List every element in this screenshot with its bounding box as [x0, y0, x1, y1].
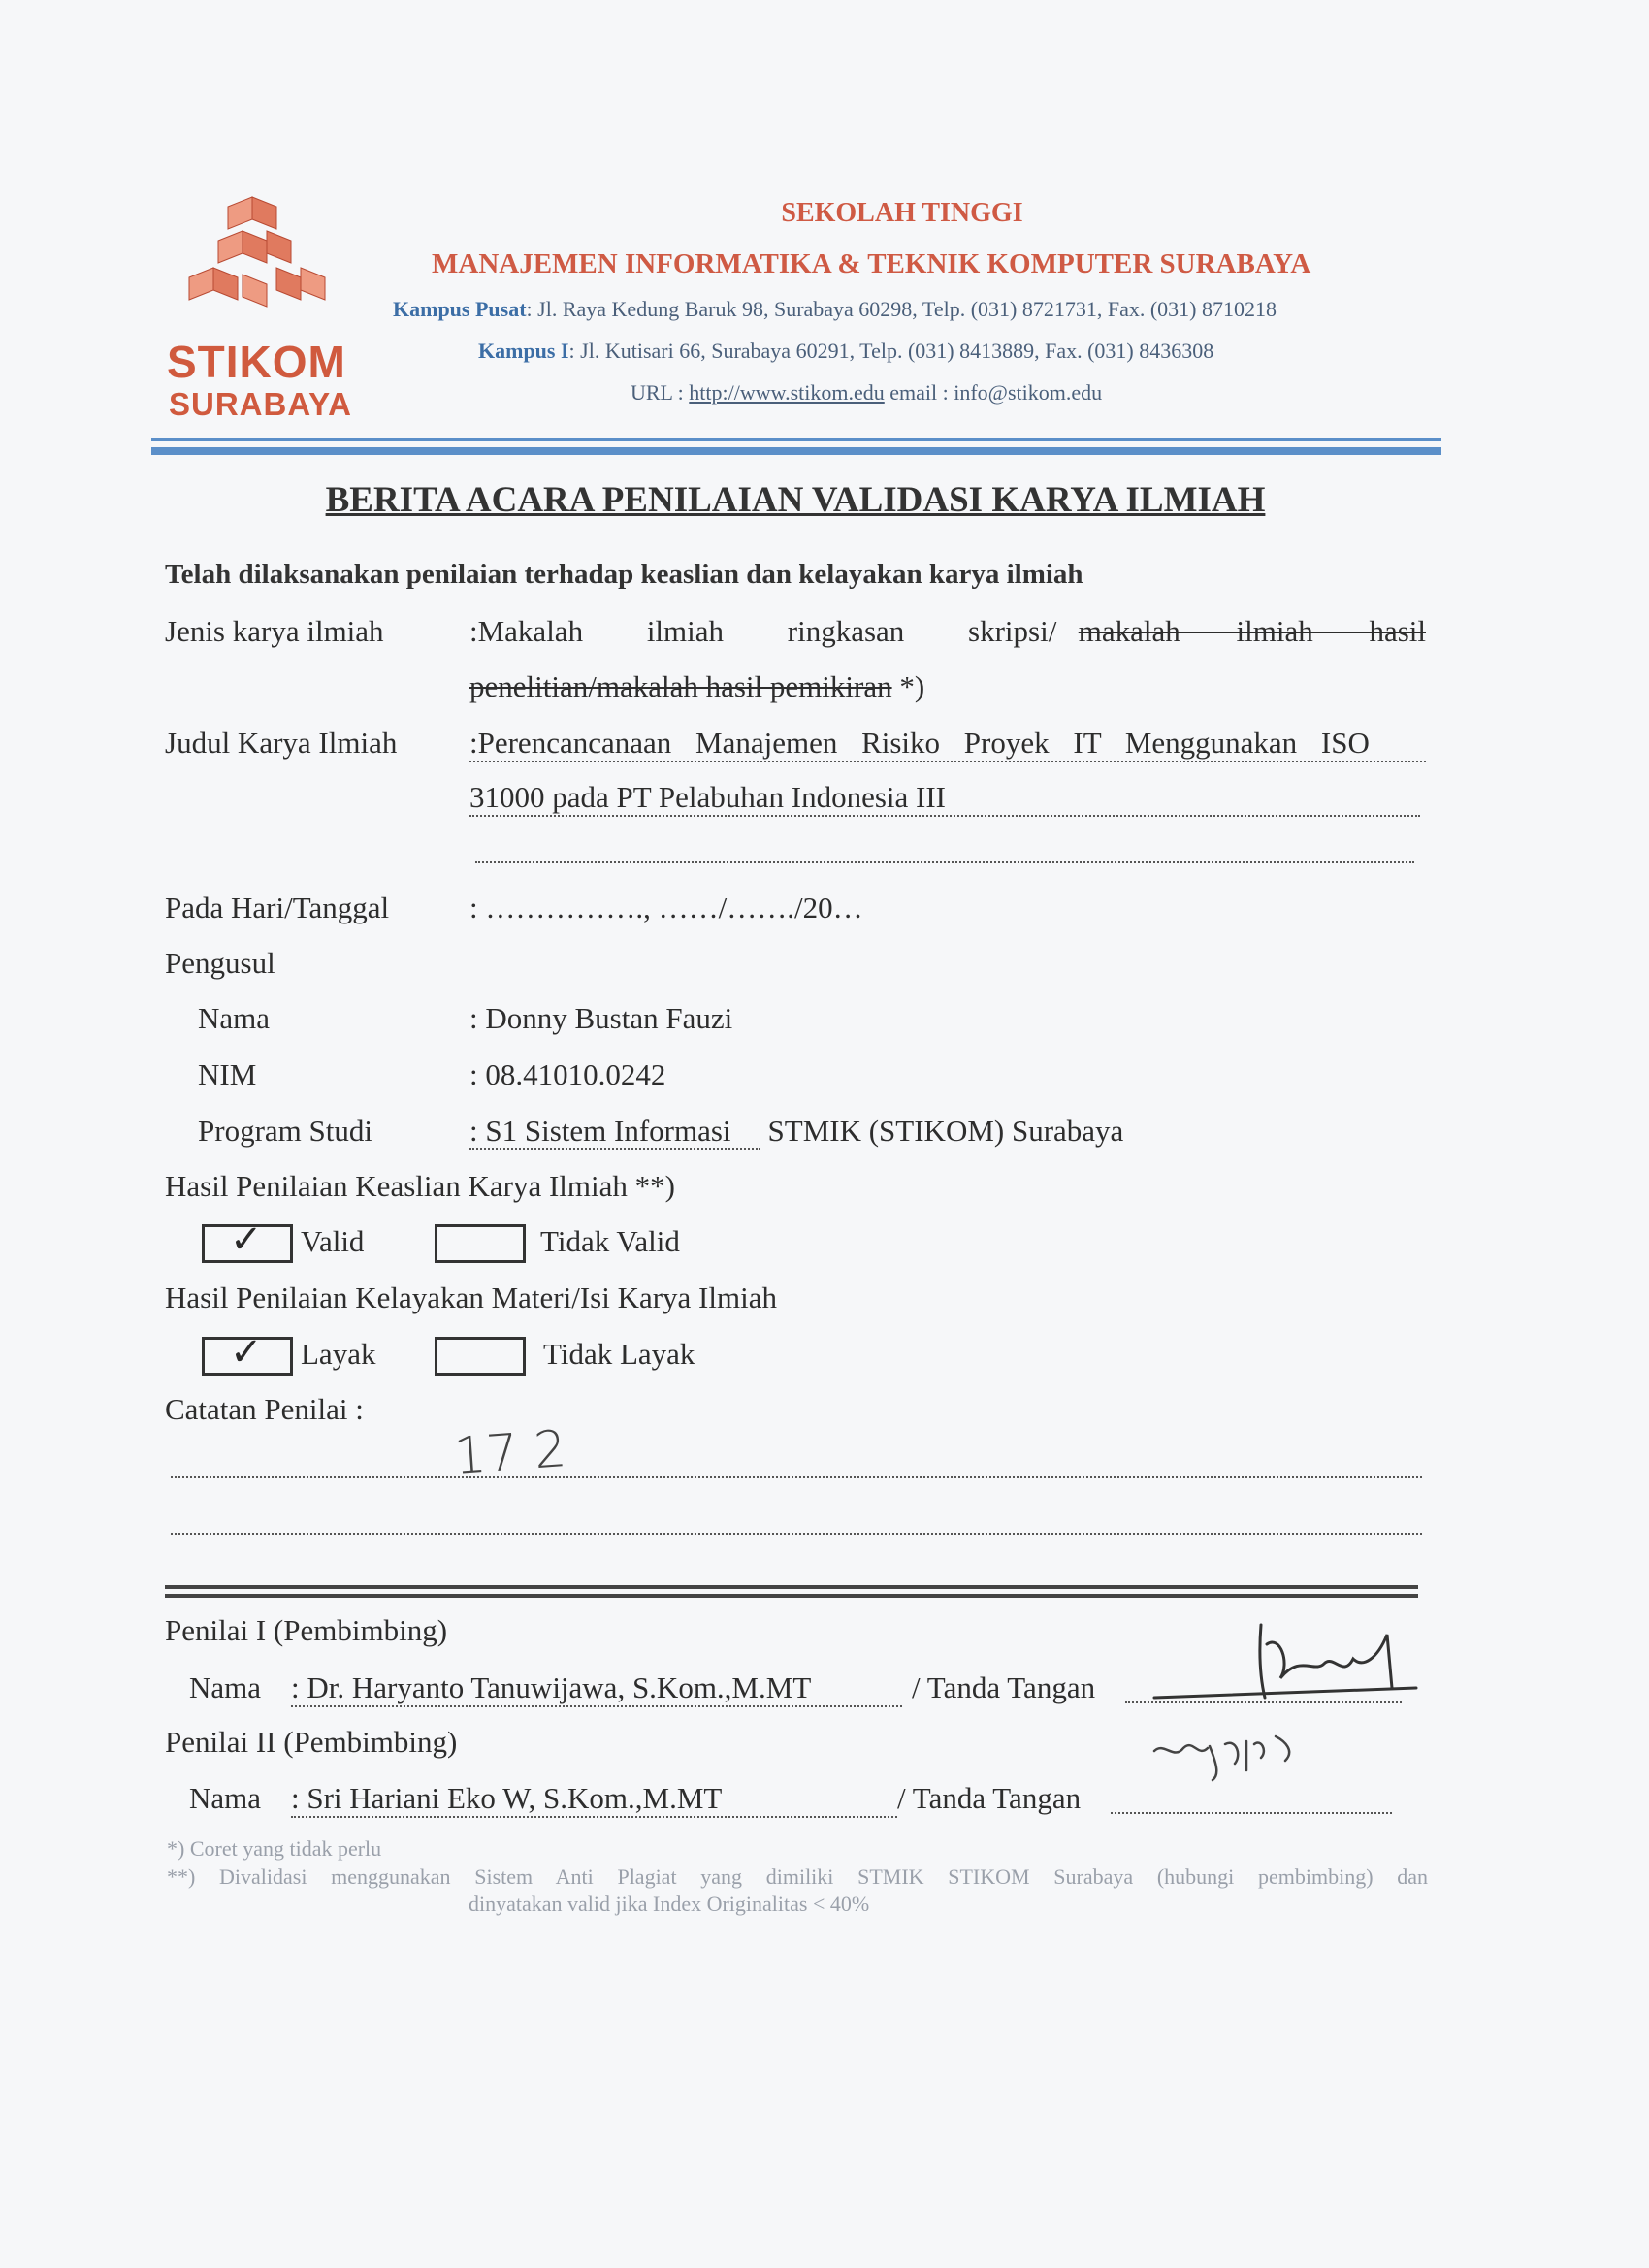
header-rule-thin: [151, 438, 1441, 441]
layak-label: Layak: [301, 1337, 376, 1371]
penilai1-nama-value: : Dr. Haryanto Tanuwijawa, S.Kom.,M.MT: [291, 1670, 902, 1707]
intro-text: Telah dilaksanakan penilaian terhadap keaslian dan kelayakan karya ilmiah: [165, 559, 1083, 590]
keaslian-heading: Hasil Penilaian Keaslian Karya Ilmiah **): [165, 1169, 675, 1203]
nama-value: : Donny Bustan Fauzi: [469, 1001, 733, 1035]
prodi-line: [469, 1114, 1123, 1149]
nim-label: NIM: [198, 1057, 257, 1091]
tidak-layak-checkbox[interactable]: [435, 1337, 526, 1376]
note-plagiat-line1: **) Divalidasi menggunakan Sistem Anti Plagiat yang dimiliki STMIK STIKOM Surabaya (hubungi pembimbing) dan: [167, 1864, 1428, 1889]
institution-line1: SEKOLAH TINGGI: [781, 198, 1023, 228]
penilai1-signature-icon: [1145, 1605, 1436, 1712]
email-text: email : info@stikom.edu: [884, 380, 1103, 405]
check-mark-icon: ✓: [230, 1330, 263, 1375]
nama-label: Nama: [198, 1001, 271, 1035]
tanggal-label: Pada Hari/Tanggal: [165, 891, 390, 924]
valid-label: Valid: [301, 1224, 365, 1258]
tidak-layak-label: Tidak Layak: [543, 1337, 695, 1371]
catatan-line1: [171, 1467, 1422, 1478]
jenis-value-kept: :Makalah ilmiah ringkasan skripsi/: [469, 614, 1057, 648]
judul-value-line1: :Perencancanaan Manajemen Risiko Proyek IT Menggunakan ISO: [469, 726, 1426, 762]
layak-checkbox[interactable]: [202, 1330, 293, 1376]
campus-one-line: [478, 339, 1213, 364]
kelayakan-heading: Hasil Penilaian Kelayakan Materi/Isi Karya Ilmiah: [165, 1280, 777, 1314]
catatan-handwritten: 17 2: [452, 1420, 568, 1486]
catatan-line2: [171, 1523, 1422, 1535]
jenis-value-line2: [469, 669, 924, 704]
judul-label: Judul Karya Ilmiah: [165, 726, 398, 760]
tidak-valid-label: Tidak Valid: [540, 1224, 680, 1258]
prodi-label: Program Studi: [198, 1114, 372, 1148]
penilai2-nama-label: Nama: [189, 1781, 262, 1815]
tidak-valid-checkbox[interactable]: [435, 1224, 526, 1263]
judul-blank-line: [475, 852, 1414, 863]
logo-text-stikom: STIKOM: [167, 337, 346, 387]
pengusul-label: Pengusul: [165, 946, 275, 980]
document-title: BERITA ACARA PENILAIAN VALIDASI KARYA ILMIAH: [325, 480, 1266, 520]
section-rule-bottom: [165, 1594, 1418, 1598]
catatan-label: Catatan Penilai :: [165, 1392, 364, 1426]
jenis-suffix: *): [891, 669, 925, 703]
penilai2-heading: Penilai II (Pembimbing): [165, 1725, 458, 1759]
penilai2-signature-icon: [1149, 1727, 1324, 1785]
prodi-value: : S1 Sistem Informasi: [469, 1114, 760, 1150]
penilai2-nama-value: : Sri Hariani Eko W, S.Kom.,M.MT: [291, 1781, 897, 1818]
tanggal-value: : ……………., ……/……./20…: [469, 891, 863, 924]
valid-checkbox[interactable]: [202, 1217, 293, 1263]
campus-one-label: Kampus I: [478, 339, 569, 363]
penilai1-nama-label: Nama: [189, 1670, 262, 1704]
campus-main-line: [393, 297, 1277, 322]
nim-value: : 08.41010.0242: [469, 1057, 666, 1091]
url-line: [630, 380, 1102, 405]
penilai1-ttd-label: / Tanda Tangan: [912, 1670, 1096, 1704]
logo-text-surabaya: SURABAYA: [169, 386, 352, 422]
campus-main-label: Kampus Pusat: [393, 297, 527, 321]
note-coret: *) Coret yang tidak perlu: [167, 1836, 382, 1861]
penilai1-heading: Penilai I (Pembimbing): [165, 1613, 448, 1647]
campus-one-text: : Jl. Kutisari 66, Surabaya 60291, Telp. (031) 8413889, Fax. (031) 8436308: [568, 339, 1214, 363]
url-label: URL :: [630, 380, 690, 405]
jenis-value-line1: [469, 614, 1426, 649]
penilai2-ttd-label: / Tanda Tangan: [897, 1781, 1082, 1815]
header-rule-thick: [151, 447, 1441, 455]
penilai2-ttd-line: [1111, 1800, 1392, 1814]
url-link[interactable]: http://www.stikom.edu: [689, 380, 885, 405]
prodi-suffix: STMIK (STIKOM) Surabaya: [767, 1114, 1124, 1148]
campus-main-text: : Jl. Raya Kedung Baruk 98, Surabaya 60298, Telp. (031) 8721731, Fax. (031) 8710218: [526, 297, 1277, 321]
section-rule-top: [165, 1585, 1418, 1589]
jenis-value-struck2: penelitian/makalah hasil pemikiran: [469, 669, 892, 703]
note-plagiat-line2: dinyatakan valid jika Index Originalitas < 40%: [469, 1892, 870, 1916]
institution-line2: MANAJEMEN INFORMATIKA & TEKNIK KOMPUTER SURABAYA: [432, 248, 1311, 279]
judul-value-line2: 31000 pada PT Pelabuhan Indonesia III: [469, 780, 1420, 817]
jenis-value-struck1: makalah ilmiah hasil: [1078, 614, 1426, 648]
jenis-label: Jenis karya ilmiah: [165, 614, 384, 648]
check-mark-icon: ✓: [230, 1217, 263, 1262]
